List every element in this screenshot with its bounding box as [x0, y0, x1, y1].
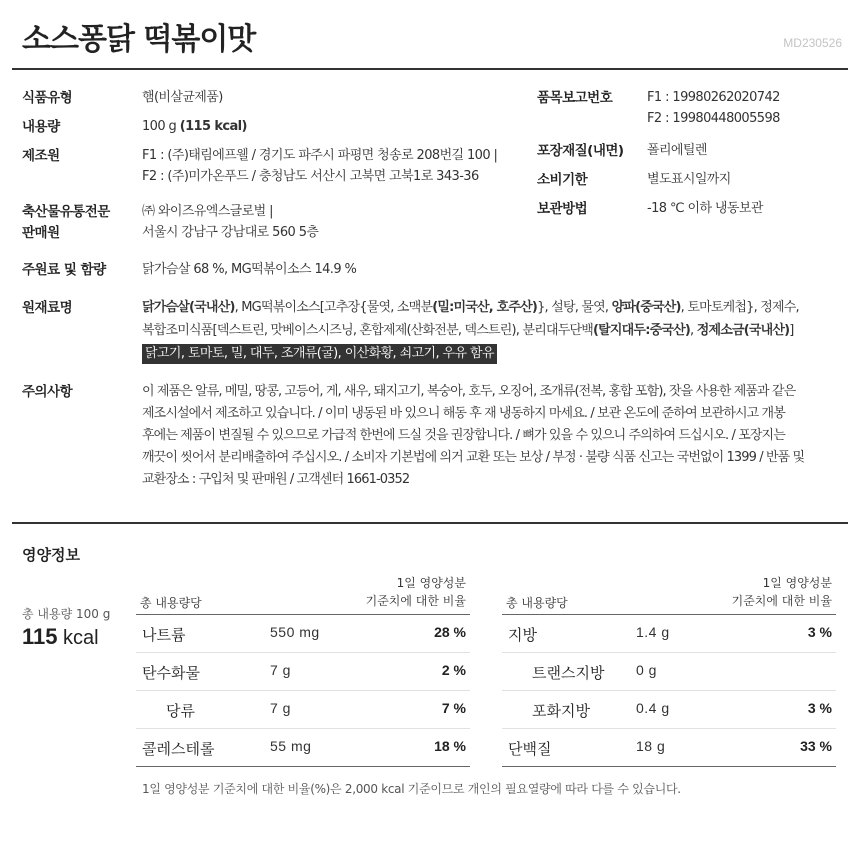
nutrient-daily-percent: 28 % [434, 624, 466, 640]
col-daily-header-line-1: 1일 영양성분 [396, 576, 466, 590]
nutrient-amount: 7 g [270, 662, 291, 678]
caution-line-1: 이 제품은 알류, 메밀, 땅콩, 고등어, 게, 새우, 돼지고기, 복숭아, 호두, 오징어, 조개류(전복, 홍합 포함), 잣을 사용한 제품과 같은 [142, 384, 796, 399]
nutrient-amount: 55 mg [270, 738, 312, 754]
maker-line-1: F1 : (주)태림에프웰 / 경기도 파주시 파평면 청송로 208번길 100 | [142, 148, 498, 163]
caution-line-2: 제조시설에서 제조하고 있습니다. / 이미 냉동된 바 있으니 해동 후 재 냉동하지 마세요. / 보관 온도에 준하여 보관하시고 개봉 [142, 406, 785, 421]
nutrient-row [136, 690, 470, 728]
content-label: 내용량 [22, 119, 60, 135]
nutrition-table-right [502, 574, 836, 767]
nutrient-name: 단백질 [508, 740, 552, 758]
nutrient-daily-percent: 18 % [434, 738, 466, 754]
nutrient-amount: 7 g [270, 700, 291, 716]
ingredient-segment: , [690, 323, 697, 338]
content-amount: 100 g [142, 119, 180, 134]
maker-line-2: F2 : (주)미가온푸드 / 충청남도 서산시 고북면 고북1로 343-36 [142, 169, 479, 184]
nutrient-row [502, 690, 836, 728]
maker-label: 제조원 [22, 148, 60, 164]
ingredient-segment: 정제소금(국내산) [696, 323, 790, 338]
allergen-row [142, 343, 497, 365]
product-title: 소스퐁닭 떡볶이맛 [22, 22, 256, 57]
header-divider [12, 68, 848, 70]
ingredient-segment: (탈지대두:중국산) [593, 323, 691, 338]
nutrient-name: 지방 [508, 626, 537, 644]
nutrient-amount: 0 g [636, 662, 657, 678]
nutrient-daily-percent: 2 % [441, 662, 466, 678]
ingredients-line-2 [142, 320, 794, 342]
caution-line-4: 깨끗이 씻어서 분리배출하여 주십시오. / 소비자 기본법에 의거 교환 또는 보상 / 부정 · 불량 식품 신고는 국번없이 1399 / 반품 및 [142, 450, 805, 465]
ingredients-label: 원재료명 [22, 300, 73, 316]
table-bottom-rule [502, 766, 836, 767]
total-kcal-number: 115 [22, 624, 58, 649]
main-ingredient-label: 주원료 및 함량 [22, 262, 106, 278]
nutrient-row [502, 728, 836, 766]
main-ingredient-value: 닭가슴살 68 %, MG떡볶이소스 14.9 % [142, 262, 357, 277]
col-total-header: 총 내용량당 [140, 596, 202, 610]
product-code: MD230526 [783, 36, 842, 50]
nutrient-row [502, 614, 836, 652]
nutrient-daily-percent: 7 % [441, 700, 466, 716]
col-daily-header-line-2: 기준치에 대한 비율 [731, 594, 832, 608]
page-header [0, 0, 860, 68]
nutrient-amount: 1.4 g [636, 624, 670, 640]
storage-value: -18 ℃ 이하 냉동보관 [647, 201, 763, 216]
nutrient-name: 포화지방 [532, 702, 590, 720]
nutrient-daily-percent: 3 % [807, 700, 832, 716]
nutrient-amount: 550 mg [270, 624, 320, 640]
total-kcal [22, 624, 99, 650]
col-daily-header-line-1: 1일 영양성분 [762, 576, 832, 590]
nutrient-row [136, 728, 470, 766]
nutrition-table-header [136, 574, 470, 614]
nutrition-footnote: 1일 영양성분 기준치에 대한 비율(%)은 2,000 kcal 기준이므로 개인의 필요열량에 따라 다를 수 있습니다. [142, 782, 681, 796]
ingredient-segment: , 토마토케첩}, 정제수, [680, 300, 799, 315]
seller-line-1: ㈜ 와이즈유엑스글로벌 | [142, 204, 273, 219]
seller-label-2: 판매원 [22, 225, 60, 241]
report-line-1: F1 : 19980262020742 [647, 90, 780, 105]
col-daily-header-line-2: 기준치에 대한 비율 [365, 594, 466, 608]
expiry-value: 별도표시일까지 [647, 172, 731, 187]
report-line-2: F2 : 19980448005598 [647, 111, 780, 126]
allergen-badge: 닭고기, 토마토, 밀, 대두, 조개류(굴), 이산화황, 쇠고기, 우유 함유 [142, 344, 497, 364]
storage-label: 보관방법 [537, 201, 588, 217]
expiry-label: 소비기한 [537, 172, 588, 188]
total-content-label: 총 내용량 100 g [22, 607, 111, 621]
seller-label-1: 축산물유통전문 [22, 204, 110, 220]
nutrient-amount: 0.4 g [636, 700, 670, 716]
nutrient-row [136, 652, 470, 690]
col-daily-header [366, 574, 466, 610]
nutrient-name: 나트륨 [142, 626, 186, 644]
ingredient-segment: 양파(중국산) [611, 300, 681, 315]
ingredient-segment: (밀:미국산, 호주산) [432, 300, 538, 315]
col-daily-header [732, 574, 832, 610]
table-bottom-rule [136, 766, 470, 767]
nutrient-name: 콜레스테롤 [142, 740, 215, 758]
nutrient-row [136, 614, 470, 652]
ingredient-segment: }, 설탕, 물엿, [537, 300, 612, 315]
total-kcal-unit: kcal [57, 627, 99, 649]
nutrient-daily-percent: 33 % [800, 738, 832, 754]
ingredient-segment: 닭가슴살(국내산) [142, 300, 235, 315]
food-type-label: 식품유형 [22, 90, 73, 106]
packaging-value: 폴리에틸렌 [647, 143, 707, 158]
food-type-value: 햄(비살균제품) [142, 90, 223, 105]
nutrition-table-header [502, 574, 836, 614]
seller-line-2: 서울시 강남구 강남대로 560 5층 [142, 225, 319, 240]
nutrient-row [502, 652, 836, 690]
caution-line-5: 교환장소 : 구입처 및 판매원 / 고객센터 1661-0352 [142, 472, 410, 487]
ingredient-segment: ] [789, 323, 794, 338]
ingredient-segment: , MG떡볶이소스[고추장{물엿, 소맥분 [234, 300, 433, 315]
nutrient-amount: 18 g [636, 738, 666, 754]
nutrient-name: 탄수화물 [142, 664, 200, 682]
caution-label: 주의사항 [22, 384, 73, 400]
nutrient-daily-percent: 3 % [807, 624, 832, 640]
nutrient-name: 당류 [166, 702, 195, 720]
ingredient-segment: 복합조미식품[덱스트린, 맛베이스시즈닝, 혼합제제(산화전분, 덱스트린), 분리대두단백 [142, 323, 594, 338]
section-divider [12, 522, 848, 524]
col-total-header: 총 내용량당 [506, 596, 568, 610]
nutrition-table-left [136, 574, 470, 767]
caution-line-3: 후에는 제품이 변질될 수 있으므로 가급적 한번에 드실 것을 권장합니다. / 뼈가 있을 수 있으니 주의하여 드십시오. / 포장지는 [142, 428, 785, 443]
nutrient-name: 트랜스지방 [532, 664, 605, 682]
content-value [142, 116, 247, 138]
ingredients-line-1 [142, 297, 799, 319]
report-label: 품목보고번호 [537, 90, 613, 106]
packaging-label: 포장재질(내면) [537, 143, 624, 159]
content-kcal: (115 kcal) [179, 119, 247, 134]
nutrition-title: 영양정보 [22, 546, 80, 564]
